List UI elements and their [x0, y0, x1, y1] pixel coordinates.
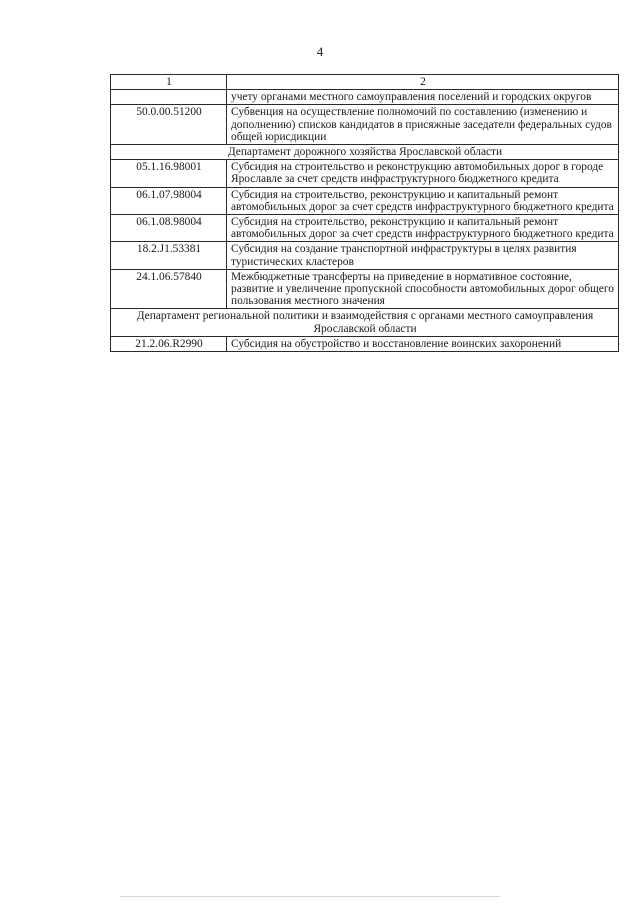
row-code: 50.0.00.51200 — [111, 105, 227, 145]
row-code: 18.2.J1.53381 — [111, 242, 227, 269]
column-header-2: 2 — [227, 75, 619, 90]
row-description: учету органами местного самоуправления поселений и городских округов — [227, 90, 619, 105]
table-row — [111, 160, 619, 187]
row-description: Субсидия на обустройство и восстановление воинских захоронений — [227, 336, 619, 351]
row-description: Межбюджетные трансферты на приведение в нормативное состояние, развитие и увеличение пропускной способности автомобильных дорог общего пользования местного значения — [227, 269, 619, 309]
department-row — [111, 309, 619, 336]
page-number: 4 — [316, 44, 324, 59]
row-code: 06.1.07.98004 — [111, 187, 227, 214]
department-heading: Департамент дорожного хозяйства Ярославской области — [111, 145, 619, 160]
row-code — [111, 90, 227, 105]
table-header-row — [111, 75, 619, 90]
table-row — [111, 105, 619, 145]
scan-artifact — [120, 896, 500, 897]
table-row — [111, 90, 619, 105]
row-description: Субвенция на осуществление полномочий по составлению (изменению и дополнению) списков кандидатов в присяжные заседатели федеральных судов общей юрисдикции — [227, 105, 619, 145]
table-row — [111, 269, 619, 309]
row-code: 24.1.06.57840 — [111, 269, 227, 309]
row-description: Субсидия на строительство и реконструкцию автомобильных дорог в городе Ярославле за счет средств инфраструктурного бюджетного кредита — [227, 160, 619, 187]
row-description: Субсидия на строительство, реконструкцию и капитальный ремонт автомобильных дорог за счет средств инфраструктурного бюджетного кредита — [227, 215, 619, 242]
column-header-1: 1 — [111, 75, 227, 90]
table-row — [111, 215, 619, 242]
budget-codes-table — [110, 74, 619, 352]
row-code: 06.1.08.98004 — [111, 215, 227, 242]
row-code: 21.2.06.R2990 — [111, 336, 227, 351]
department-row — [111, 145, 619, 160]
department-heading: Департамент региональной политики и взаимодействия с органами местного самоуправления Ярославской области — [111, 309, 619, 336]
table-row — [111, 336, 619, 351]
table-row — [111, 187, 619, 214]
table-row — [111, 242, 619, 269]
row-description: Субсидия на строительство, реконструкцию и капитальный ремонт автомобильных дорог за счет средств инфраструктурного бюджетного кредита — [227, 187, 619, 214]
row-code: 05.1.16.98001 — [111, 160, 227, 187]
row-description: Субсидия на создание транспортной инфраструктуры в целях развития туристических кластеров — [227, 242, 619, 269]
